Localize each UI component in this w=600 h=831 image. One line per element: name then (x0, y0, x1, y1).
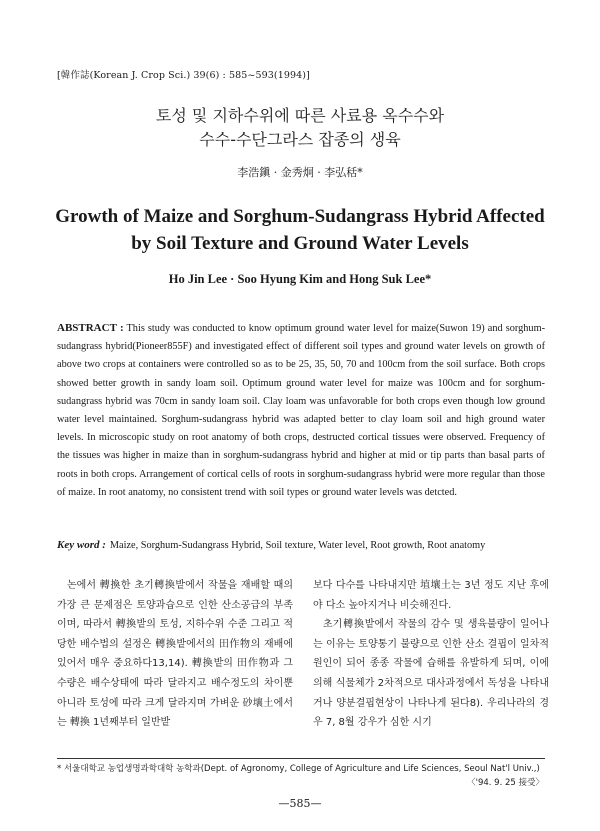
keywords-label: Key word : (57, 539, 106, 551)
keywords-text: Maize, Sorghum-Sudangrass Hybrid, Soil texture, Water level, Root growth, Root anatomy (109, 540, 486, 551)
body-paragraph-continued: 보다 다수를 나타내지만 埴壤土는 3년 정도 지난 후에야 다소 높아지거나 비슷해진다. (313, 580, 549, 611)
received-date: 〈'94. 9. 25 接受〉 (467, 778, 544, 788)
body-paragraph: 논에서 轉換한 초기轉換밭에서 작물을 재배할 때의 가장 큰 문제점은 토양과습으로 인한 산소공급의 부족이며, 따라서 轉換밭의 토성, 지하수위 수준 그리고 적당한 배수법의 설정은 轉換밭에서의 田作物의 재배에 있어서 매우 중요하다13,14). 轉換밭의 田作物과 그 수량은 배수상태에 따라 달라지고 배수정도의 차이뿐 아니라 토성에 따라 크게 달라지며 가벼운 砂壤土에서는 轉換 1년째부터 일반밭 (57, 580, 293, 729)
english-authors: Ho Jin Lee · Soo Hyung Kim and Hong Suk Lee* (168, 272, 432, 286)
korean-title-line-2: 수수-수단그라스 잡종의 생육 (199, 130, 401, 149)
abstract (57, 319, 545, 502)
body-paragraph: 초기轉換밭에서 작물의 감수 및 생육불량이 일어나는 이유는 토양통기 불량으로 인한 산소 결핍이 일차적 원인이 되어 종종 작물에 습해를 유발하게 되며, 이에 의해 식물체가 2차적으로 대사과정에서 독성을 나타내거나 양분결핍현상이 나타나게 된다8). 우리나라의 경우 7, 8월 강우가 심한 시기 (313, 619, 549, 729)
footnote-divider (57, 758, 545, 759)
journal-reference: [韓作誌(Korean J. Crop Sci.) 39(6) : 585~593(1994)] (57, 70, 310, 81)
body-left-column (57, 576, 293, 733)
korean-title-line-1: 토성 및 지하수위에 따른 사료용 옥수수와 (155, 106, 445, 125)
keywords (57, 537, 545, 554)
page-number: —585— (278, 797, 322, 810)
abstract-text: This study was conducted to know optimum ground water level for maize(Suwon 19) and sorghum-sudangrass hybrid(Pioneer855F) and investigated effect of different soil types and ground water levels on growth of above two crops at containers were controlled so as to be 25, 35, 50, 70 and 100cm from the soil surface. Both crops showed better growth in sandy loam soil. Optimum ground water level for maize was 100cm and for sorghum-sudangrass hybrid was 70cm in sandy loam soil. Clay loam was unfavorable for both crops even though low ground water level maintained. Sorghum-sudangrass hybrid was adapted better to clay loam soil and high ground water levels. In microscopic study on root anatomy of both crops, destructed cortical tissues were observed. Frequency of the tissues was higher in maize than in sorghum-sudangrass hybrid and higher at mid or tip parts than basal parts of roots in both crops. Arrangement of cortical cells of roots in sorghum-sudangrass hybrid were more regular than those of maize. In root anatomy, no consistent trend with soil types or ground water levels was detcted. (57, 323, 546, 498)
footnote-affiliation: * 서울대학교 농업생명과학대학 농학과(Dept. of Agronomy, College of Agriculture and Life Sciences, Seoul Nat'l Univ.,) (57, 764, 540, 774)
english-title-line-2: by Soil Texture and Ground Water Levels (131, 233, 469, 254)
abstract-label: ABSTRACT : (57, 322, 124, 334)
english-title-line-1: Growth of Maize and Sorghum-Sudangrass Hybrid Affected (55, 206, 545, 227)
body-right-column (313, 576, 549, 733)
korean-authors: 李浩鎭 · 金秀炯 · 李弘秳* (237, 166, 363, 179)
